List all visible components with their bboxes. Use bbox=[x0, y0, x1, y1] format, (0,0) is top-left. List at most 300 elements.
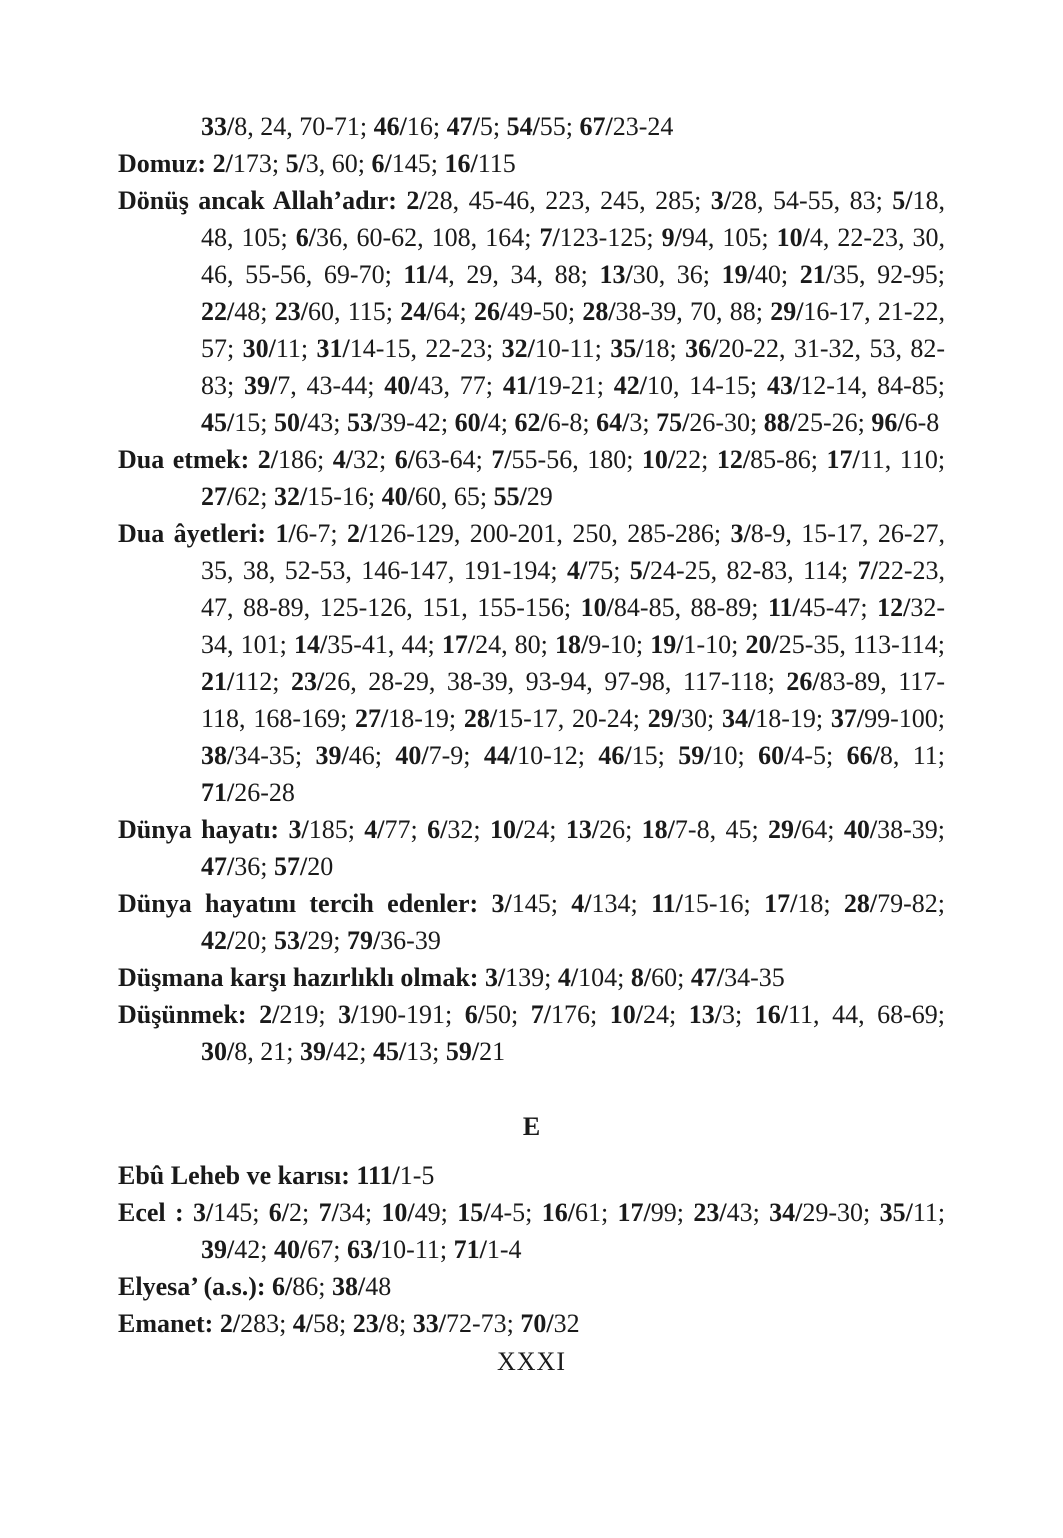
verse-reference bbox=[567, 556, 620, 585]
surah-number: 7/ bbox=[318, 1198, 339, 1227]
verse-numbers: 8, 21; bbox=[234, 1037, 294, 1066]
verse-reference bbox=[381, 1198, 447, 1227]
verse-reference bbox=[847, 741, 945, 770]
verse-numbers: 3; bbox=[722, 1000, 743, 1029]
verse-reference bbox=[491, 445, 633, 474]
verse-reference bbox=[656, 408, 757, 437]
verse-reference bbox=[353, 1309, 406, 1338]
surah-number: 42/ bbox=[201, 926, 235, 955]
surah-number: 6/ bbox=[272, 1272, 293, 1301]
surah-number: 3/ bbox=[710, 186, 732, 215]
verse-numbers: 104; bbox=[578, 963, 625, 992]
verse-reference bbox=[515, 408, 590, 437]
surah-number: 12/ bbox=[716, 445, 751, 474]
index-entry bbox=[118, 959, 945, 996]
verse-reference bbox=[243, 334, 309, 363]
verse-numbers: 18; bbox=[643, 334, 677, 363]
index-term: Dünya hayatını tercih edenler: bbox=[118, 889, 479, 918]
verse-reference bbox=[831, 704, 945, 733]
verse-numbers: 12-14, 84-85; bbox=[800, 371, 946, 400]
surah-number: 2/ bbox=[257, 445, 278, 474]
verse-numbers: 40; bbox=[754, 260, 789, 289]
verse-reference bbox=[269, 1198, 309, 1227]
surah-number: 17/ bbox=[764, 889, 798, 918]
surah-number: 3/ bbox=[288, 815, 309, 844]
surah-number: 29/ bbox=[647, 704, 681, 733]
index-entry bbox=[118, 515, 945, 811]
verse-numbers: 145; bbox=[391, 149, 438, 178]
verse-reference bbox=[413, 1309, 514, 1338]
surah-number: 14/ bbox=[293, 630, 328, 659]
index-entry bbox=[118, 145, 945, 182]
index-entry bbox=[118, 996, 945, 1070]
surah-number: 7/ bbox=[857, 556, 878, 585]
verse-reference bbox=[610, 1000, 676, 1029]
surah-number: 21/ bbox=[201, 667, 235, 696]
verse-numbers: 2; bbox=[289, 1198, 310, 1227]
verse-numbers: 94, 105; bbox=[681, 223, 769, 252]
verse-numbers: 46; bbox=[348, 741, 382, 770]
surah-number: 32/ bbox=[273, 482, 308, 511]
surah-number: 23/ bbox=[693, 1198, 727, 1227]
verse-reference bbox=[201, 112, 367, 141]
verse-reference bbox=[445, 149, 516, 178]
surah-number: 33/ bbox=[412, 1309, 446, 1338]
verse-reference bbox=[631, 963, 684, 992]
verse-reference bbox=[220, 1309, 286, 1338]
surah-number: 24/ bbox=[400, 297, 434, 326]
surah-number: 29/ bbox=[768, 815, 802, 844]
surah-number: 43/ bbox=[766, 371, 801, 400]
verse-numbers: 26, 28-29, 38-39, 93-94, 97-98, 117-118; bbox=[324, 667, 775, 696]
verse-reference bbox=[507, 112, 573, 141]
verse-numbers: 34-35 bbox=[724, 963, 785, 992]
verse-reference bbox=[678, 741, 744, 770]
verse-reference bbox=[491, 889, 557, 918]
verse-numbers: 34-35; bbox=[234, 741, 303, 770]
index-term: Dua etmek: bbox=[118, 445, 250, 474]
verse-numbers: 32 bbox=[553, 1309, 580, 1338]
verse-numbers: 63-64; bbox=[414, 445, 483, 474]
verse-numbers: 85-86; bbox=[750, 445, 819, 474]
verse-numbers: 15-16; bbox=[307, 482, 376, 511]
verse-reference bbox=[274, 408, 340, 437]
verse-reference bbox=[288, 815, 354, 844]
verse-reference bbox=[662, 223, 769, 252]
surah-number: 47/ bbox=[446, 112, 480, 141]
verse-numbers: 145; bbox=[213, 1198, 260, 1227]
index-term: Ecel : bbox=[118, 1198, 184, 1227]
verse-numbers: 60, 115; bbox=[307, 297, 393, 326]
verse-numbers: 32; bbox=[447, 815, 481, 844]
verse-reference bbox=[259, 1000, 325, 1029]
verse-numbers: 64; bbox=[433, 297, 467, 326]
surah-number: 10/ bbox=[489, 815, 524, 844]
surah-number: 20/ bbox=[745, 630, 779, 659]
verse-numbers: 123-125; bbox=[559, 223, 654, 252]
verse-reference bbox=[272, 1272, 325, 1301]
surah-number: 10/ bbox=[641, 445, 676, 474]
verse-numbers: 26-30; bbox=[689, 408, 758, 437]
verse-numbers: 77; bbox=[384, 815, 418, 844]
verse-numbers: 185; bbox=[308, 815, 355, 844]
verse-numbers: 75; bbox=[587, 556, 621, 585]
verse-numbers: 55-56, 180; bbox=[511, 445, 634, 474]
verse-numbers: 19-21; bbox=[536, 371, 604, 400]
surah-number: 23/ bbox=[352, 1309, 386, 1338]
verse-reference bbox=[364, 815, 417, 844]
verse-reference bbox=[201, 852, 267, 881]
surah-number: 6/ bbox=[464, 1000, 486, 1029]
surah-number: 57/ bbox=[273, 852, 308, 881]
surah-number: 7/ bbox=[491, 445, 512, 474]
surah-number: 10/ bbox=[381, 1198, 415, 1227]
verse-reference bbox=[372, 149, 438, 178]
verse-reference bbox=[395, 741, 470, 770]
verse-reference bbox=[201, 926, 267, 955]
verse-reference bbox=[201, 667, 280, 696]
verse-reference bbox=[642, 445, 708, 474]
index-entries-e bbox=[118, 1157, 945, 1342]
surah-number: 4/ bbox=[364, 815, 385, 844]
verse-numbers: 13; bbox=[406, 1037, 440, 1066]
verse-numbers: 29-30; bbox=[802, 1198, 871, 1227]
verse-reference bbox=[213, 149, 279, 178]
verse-numbers: 25-26; bbox=[796, 408, 865, 437]
surah-number: 2/ bbox=[212, 149, 233, 178]
verse-numbers: 61; bbox=[574, 1198, 609, 1227]
index-term: Dönüş ancak Allah’adır: bbox=[118, 186, 397, 215]
surah-number: 38/ bbox=[332, 1272, 366, 1301]
verse-reference bbox=[317, 334, 494, 363]
verse-reference bbox=[618, 1198, 684, 1227]
index-term: Düşünmek: bbox=[118, 1000, 247, 1029]
verse-numbers: 115 bbox=[477, 149, 516, 178]
verse-numbers: 38-39, 70, 88; bbox=[615, 297, 763, 326]
surah-number: 63/ bbox=[346, 1235, 381, 1264]
surah-number: 9/ bbox=[661, 223, 682, 252]
verse-reference bbox=[494, 482, 553, 511]
verse-reference bbox=[642, 815, 759, 844]
surah-number: 35/ bbox=[879, 1198, 913, 1227]
verse-reference bbox=[274, 852, 333, 881]
surah-number: 26/ bbox=[786, 667, 820, 696]
surah-number: 33/ bbox=[201, 112, 235, 141]
verse-reference bbox=[316, 741, 382, 770]
verse-numbers: 20; bbox=[234, 926, 268, 955]
verse-reference bbox=[539, 223, 653, 252]
surah-number: 5/ bbox=[285, 149, 306, 178]
verse-reference bbox=[767, 371, 945, 400]
index-entry bbox=[118, 108, 945, 145]
verse-numbers: 32; bbox=[352, 445, 387, 474]
verse-numbers: 36, 60-62, 108, 164; bbox=[316, 223, 532, 252]
verse-numbers: 60, 65; bbox=[414, 482, 488, 511]
surah-number: 50/ bbox=[273, 408, 308, 437]
surah-number: 64/ bbox=[596, 408, 630, 437]
surah-number: 37/ bbox=[830, 704, 865, 733]
verse-numbers: 16-17, 21-22, 57; bbox=[201, 297, 945, 363]
verse-reference bbox=[610, 334, 676, 363]
verse-numbers: 8; bbox=[386, 1309, 407, 1338]
verse-reference bbox=[258, 445, 324, 474]
surah-number: 4/ bbox=[332, 445, 353, 474]
surah-number: 3/ bbox=[730, 519, 751, 548]
verse-reference bbox=[274, 926, 340, 955]
verse-numbers: 8-9, 15-17, 26-27, 35, 38, 52-53, 146-147, 191-194; bbox=[201, 519, 946, 585]
verse-numbers: 43; bbox=[726, 1198, 760, 1227]
verse-reference bbox=[355, 704, 456, 733]
verse-numbers: 3; bbox=[629, 408, 650, 437]
verse-numbers: 72-73; bbox=[445, 1309, 514, 1338]
verse-numbers: 8, 11; bbox=[879, 741, 946, 770]
surah-number: 2/ bbox=[346, 519, 368, 548]
surah-number: 6/ bbox=[427, 815, 448, 844]
verse-numbers: 20-22, 31-32, 53, 82-83; bbox=[201, 334, 946, 400]
verse-reference bbox=[384, 371, 493, 400]
verse-reference bbox=[689, 1000, 742, 1029]
verse-numbers: 10, 14-15; bbox=[646, 371, 758, 400]
index-term: Ebû Leheb ve karısı: bbox=[118, 1161, 350, 1190]
surah-number: 11/ bbox=[651, 889, 683, 918]
index-entry bbox=[118, 885, 945, 959]
verse-numbers: 7-8, 45; bbox=[674, 815, 759, 844]
surah-number: 39/ bbox=[201, 1235, 235, 1264]
verse-numbers: 58; bbox=[313, 1309, 347, 1338]
surah-number: 34/ bbox=[769, 1198, 803, 1227]
verse-numbers: 26-28 bbox=[234, 778, 295, 807]
verse-numbers: 48; bbox=[234, 297, 268, 326]
verse-reference bbox=[454, 1235, 522, 1264]
verse-reference bbox=[474, 297, 575, 326]
verse-numbers: 45-47; bbox=[799, 593, 868, 622]
surah-number: 71/ bbox=[201, 778, 235, 807]
surah-number: 88/ bbox=[763, 408, 797, 437]
verse-numbers: 36-39 bbox=[380, 926, 441, 955]
verse-reference bbox=[581, 593, 759, 622]
verse-numbers: 30; bbox=[680, 704, 715, 733]
verse-reference bbox=[286, 149, 365, 178]
surah-number: 16/ bbox=[541, 1198, 575, 1227]
surah-number: 21/ bbox=[799, 260, 833, 289]
verse-numbers: 10-11; bbox=[380, 1235, 448, 1264]
verse-numbers: 190-191; bbox=[358, 1000, 453, 1029]
surah-number: 60/ bbox=[758, 741, 792, 770]
surah-number: 39/ bbox=[315, 741, 349, 770]
verse-numbers: 15-17, 20-24; bbox=[497, 704, 640, 733]
verse-reference bbox=[347, 519, 721, 548]
surah-number: 47/ bbox=[201, 852, 235, 881]
surah-number: 111/ bbox=[356, 1161, 400, 1190]
verse-numbers: 9-10; bbox=[588, 630, 644, 659]
surah-number: 46/ bbox=[598, 741, 632, 770]
index-entries-d bbox=[118, 108, 945, 1070]
verse-numbers: 5; bbox=[479, 112, 501, 141]
verse-reference bbox=[293, 1309, 346, 1338]
verse-numbers: 18-19; bbox=[755, 704, 824, 733]
verse-reference bbox=[403, 260, 587, 289]
surah-number: 32/ bbox=[501, 334, 535, 363]
surah-number: 16/ bbox=[754, 1000, 789, 1029]
surah-number: 40/ bbox=[843, 815, 878, 844]
surah-number: 29/ bbox=[770, 297, 804, 326]
verse-reference bbox=[711, 186, 883, 215]
verse-reference bbox=[395, 445, 483, 474]
surah-number: 28/ bbox=[843, 889, 878, 918]
surah-number: 10/ bbox=[609, 1000, 644, 1029]
verse-reference bbox=[338, 1000, 452, 1029]
verse-reference bbox=[294, 630, 435, 659]
surah-number: 70/ bbox=[520, 1309, 554, 1338]
verse-reference bbox=[650, 630, 738, 659]
verse-reference bbox=[769, 1198, 870, 1227]
verse-numbers: 24; bbox=[523, 815, 557, 844]
surah-number: 12/ bbox=[877, 593, 911, 622]
verse-numbers: 67; bbox=[307, 1235, 341, 1264]
surah-number: 13/ bbox=[688, 1000, 723, 1029]
verse-reference bbox=[484, 741, 585, 770]
surah-number: 28/ bbox=[463, 704, 498, 733]
verse-numbers: 62; bbox=[234, 482, 268, 511]
verse-reference bbox=[558, 963, 624, 992]
verse-reference bbox=[520, 1309, 579, 1338]
verse-reference bbox=[614, 371, 757, 400]
verse-numbers: 219; bbox=[279, 1000, 326, 1029]
verse-numbers: 6-8; bbox=[547, 408, 590, 437]
verse-numbers: 4; bbox=[487, 408, 509, 437]
verse-reference bbox=[193, 1198, 259, 1227]
surah-number: 7/ bbox=[539, 223, 560, 252]
surah-number: 39/ bbox=[299, 1037, 334, 1066]
surah-number: 4/ bbox=[566, 556, 588, 585]
page-number: XXXI bbox=[497, 1347, 566, 1376]
verse-reference bbox=[768, 815, 834, 844]
surah-number: 67/ bbox=[579, 112, 613, 141]
verse-numbers: 8, 24, 70-71; bbox=[234, 112, 368, 141]
surah-number: 5/ bbox=[892, 186, 913, 215]
verse-numbers: 10-12; bbox=[517, 741, 586, 770]
verse-numbers: 55; bbox=[539, 112, 574, 141]
verse-numbers: 20 bbox=[307, 852, 334, 881]
verse-reference bbox=[201, 297, 267, 326]
verse-reference bbox=[571, 889, 637, 918]
surah-number: 18/ bbox=[555, 630, 589, 659]
verse-numbers: 32-34, 101; bbox=[201, 593, 946, 659]
surah-number: 6/ bbox=[295, 223, 316, 252]
verse-reference bbox=[827, 445, 946, 474]
verse-numbers: 15-16; bbox=[682, 889, 751, 918]
verse-reference bbox=[582, 297, 763, 326]
verse-reference bbox=[485, 963, 551, 992]
verse-reference bbox=[275, 519, 337, 548]
surah-number: 19/ bbox=[721, 260, 755, 289]
verse-reference bbox=[844, 815, 945, 844]
verse-reference bbox=[503, 371, 604, 400]
surah-number: 40/ bbox=[395, 741, 429, 770]
index-term: Dünya hayatı: bbox=[118, 815, 280, 844]
verse-reference bbox=[201, 408, 267, 437]
surah-number: 13/ bbox=[599, 260, 633, 289]
surah-number: 38/ bbox=[201, 741, 235, 770]
verse-numbers: 25-35, 113-114; bbox=[778, 630, 945, 659]
verse-numbers: 16; bbox=[406, 112, 441, 141]
verse-reference bbox=[764, 889, 830, 918]
surah-number: 6/ bbox=[371, 149, 392, 178]
surah-number: 3/ bbox=[192, 1198, 214, 1227]
surah-number: 60/ bbox=[454, 408, 488, 437]
surah-number: 11/ bbox=[403, 260, 436, 289]
surah-number: 2/ bbox=[406, 186, 427, 215]
verse-numbers: 38-39; bbox=[877, 815, 946, 844]
verse-reference bbox=[691, 963, 785, 992]
verse-numbers: 11; bbox=[275, 334, 309, 363]
verse-numbers: 4-5; bbox=[791, 741, 834, 770]
surah-number: 6/ bbox=[268, 1198, 290, 1227]
verse-reference bbox=[768, 593, 868, 622]
verse-numbers: 134; bbox=[591, 889, 638, 918]
surah-number: 3/ bbox=[338, 1000, 359, 1029]
verse-numbers: 28, 45-46, 223, 245, 285; bbox=[426, 186, 702, 215]
verse-reference bbox=[598, 741, 664, 770]
verse-numbers: 11; bbox=[912, 1198, 946, 1227]
verse-numbers: 145; bbox=[511, 889, 558, 918]
surah-number: 13/ bbox=[565, 815, 600, 844]
verse-numbers: 42; bbox=[234, 1235, 268, 1264]
surah-number: 42/ bbox=[613, 371, 647, 400]
verse-numbers: 24; bbox=[643, 1000, 677, 1029]
verse-reference bbox=[244, 371, 374, 400]
surah-number: 3/ bbox=[491, 889, 512, 918]
surah-number: 17/ bbox=[617, 1198, 651, 1227]
surah-number: 45/ bbox=[201, 408, 235, 437]
verse-reference bbox=[356, 1161, 434, 1190]
verse-numbers: 139; bbox=[505, 963, 552, 992]
surah-number: 8/ bbox=[630, 963, 652, 992]
verse-numbers: 18; bbox=[797, 889, 831, 918]
verse-numbers: 84-85, 88-89; bbox=[613, 593, 759, 622]
verse-numbers: 22-23, 47, 88-89, 125-126, 151, 155-156; bbox=[201, 556, 946, 622]
verse-reference bbox=[442, 630, 548, 659]
surah-number: 34/ bbox=[721, 704, 756, 733]
verse-reference bbox=[465, 1000, 518, 1029]
verse-reference bbox=[722, 260, 788, 289]
surah-number: 2/ bbox=[219, 1309, 241, 1338]
surah-number: 2/ bbox=[259, 1000, 280, 1029]
index-term: Emanet: bbox=[118, 1309, 214, 1338]
verse-numbers: 99; bbox=[650, 1198, 684, 1227]
verse-reference bbox=[319, 1198, 372, 1227]
verse-reference bbox=[580, 112, 674, 141]
surah-number: 36/ bbox=[685, 334, 719, 363]
verse-numbers: 39-42; bbox=[380, 408, 449, 437]
verse-reference bbox=[746, 630, 945, 659]
surah-number: 47/ bbox=[690, 963, 725, 992]
surah-number: 79/ bbox=[346, 926, 381, 955]
index-entry bbox=[118, 1305, 945, 1342]
surah-number: 4/ bbox=[292, 1309, 314, 1338]
surah-number: 55/ bbox=[493, 482, 527, 511]
verse-numbers: 23-24 bbox=[612, 112, 674, 141]
verse-reference bbox=[880, 1198, 946, 1227]
verse-reference bbox=[296, 223, 532, 252]
verse-numbers: 35, 92-95; bbox=[833, 260, 946, 289]
surah-number: 17/ bbox=[826, 445, 860, 474]
verse-numbers: 29; bbox=[307, 926, 341, 955]
verse-numbers: 29 bbox=[526, 482, 553, 511]
verse-numbers: 112; bbox=[234, 667, 280, 696]
verse-numbers: 42; bbox=[333, 1037, 367, 1066]
verse-reference bbox=[844, 889, 945, 918]
